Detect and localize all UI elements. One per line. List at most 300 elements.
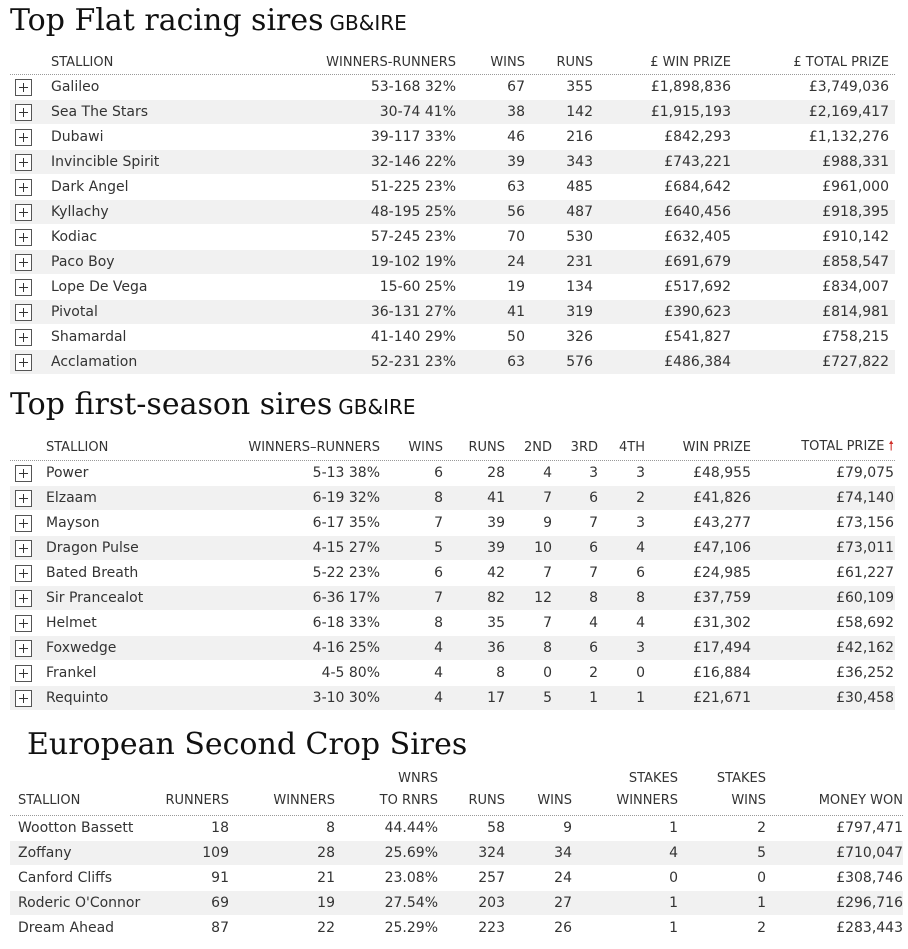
table-cell: £486,384 xyxy=(664,354,731,370)
expand-plus-icon[interactable] xyxy=(15,354,32,371)
expand-plus-icon[interactable] xyxy=(15,154,32,171)
table-row[interactable] xyxy=(10,200,895,225)
first_season-header-row xyxy=(10,435,895,461)
table-row[interactable] xyxy=(10,350,895,375)
column-header-line: MONEY WON xyxy=(818,793,903,808)
table-cell: 53-168 32% xyxy=(370,79,456,95)
table-cell: 58 xyxy=(487,820,505,836)
column-header[interactable] xyxy=(456,55,525,70)
table-cell: 2 xyxy=(757,820,766,836)
table-cell: 530 xyxy=(566,229,593,245)
stallion-name[interactable]: Bated Breath xyxy=(46,565,139,581)
table-cell: 487 xyxy=(566,204,593,220)
table-cell: 57-245 23% xyxy=(370,229,456,245)
table-cell: 134 xyxy=(566,279,593,295)
table-cell: 23.08% xyxy=(384,870,438,886)
table-cell: 39 xyxy=(487,515,505,531)
expand-cell xyxy=(10,104,51,121)
column-header[interactable] xyxy=(552,440,598,455)
first-season-region: GB&IRE xyxy=(338,395,416,419)
table-cell: 142 xyxy=(566,104,593,120)
table-cell: 51-225 23% xyxy=(370,179,456,195)
column-header-label: WINNERS-RUNNERS xyxy=(326,54,456,70)
expand-plus-icon[interactable] xyxy=(15,279,32,296)
expand-plus-icon[interactable] xyxy=(15,690,32,707)
column-header-line xyxy=(229,768,335,790)
table-cell: 4-16 25% xyxy=(312,640,380,656)
table-row[interactable] xyxy=(10,586,895,611)
expand-cell xyxy=(10,279,51,296)
table-cell: £640,456 xyxy=(664,204,731,220)
table-cell: 18 xyxy=(211,820,229,836)
table-cell: £43,277 xyxy=(693,515,751,531)
table-row[interactable] xyxy=(10,250,895,275)
table-cell: £296,716 xyxy=(836,895,903,911)
table-row[interactable] xyxy=(10,325,895,350)
table-cell: 0 xyxy=(543,665,552,681)
second_crop-header-row xyxy=(10,770,903,816)
column-header[interactable] xyxy=(335,768,438,812)
table-cell: 91 xyxy=(211,870,229,886)
expand-plus-icon[interactable] xyxy=(15,490,32,507)
table-cell: 50 xyxy=(507,329,525,345)
table-cell: 8 xyxy=(543,640,552,656)
table-cell: £2,169,417 xyxy=(808,104,889,120)
expand-plus-icon[interactable] xyxy=(15,615,32,632)
second-crop-title-text: European Second Crop Sires xyxy=(27,727,468,762)
table-cell: 27 xyxy=(554,895,572,911)
stallion-name[interactable]: Elzaam xyxy=(46,490,97,506)
table-cell: 32-146 22% xyxy=(370,154,456,170)
expand-plus-icon[interactable] xyxy=(15,304,32,321)
expand-plus-icon[interactable] xyxy=(15,540,32,557)
flat-region: GB&IRE xyxy=(329,11,407,35)
table-cell: 36 xyxy=(487,640,505,656)
expand-cell xyxy=(10,354,51,371)
flat-header-row xyxy=(10,50,895,75)
expand-plus-icon[interactable] xyxy=(15,129,32,146)
table-cell: £17,494 xyxy=(693,640,751,656)
column-header-label: WINS xyxy=(490,54,525,70)
stallion-name[interactable]: Power xyxy=(46,465,89,481)
table-cell: £1,132,276 xyxy=(808,129,889,145)
table-row[interactable] xyxy=(10,486,895,511)
table-cell: £48,955 xyxy=(693,465,751,481)
column-header-label: 2ND xyxy=(523,440,552,455)
expand-cell xyxy=(10,129,51,146)
column-header[interactable] xyxy=(46,440,246,455)
table-cell: £41,826 xyxy=(693,490,751,506)
table-cell: £797,471 xyxy=(836,820,903,836)
column-header[interactable] xyxy=(678,768,766,812)
table-cell: 3 xyxy=(636,640,645,656)
column-header[interactable] xyxy=(443,440,505,455)
expand-plus-icon[interactable] xyxy=(15,640,32,657)
column-header-label: £ TOTAL PRIZE xyxy=(793,54,889,70)
second-crop-table xyxy=(10,770,903,941)
table-cell: £31,302 xyxy=(693,615,751,631)
column-header-line: STAKES xyxy=(716,771,766,786)
first-season-title-text: Top first-season sires xyxy=(10,387,333,422)
table-cell: £390,623 xyxy=(664,304,731,320)
table-cell: 1 xyxy=(589,690,598,706)
stallion-name[interactable]: Frankel xyxy=(46,665,97,681)
table-cell: 6 xyxy=(589,640,598,656)
table-cell: 5-22 23% xyxy=(312,565,380,581)
stallion-name[interactable]: Invincible Spirit xyxy=(51,154,160,170)
table-cell: 22 xyxy=(317,920,335,936)
table-cell: 19 xyxy=(317,895,335,911)
column-header[interactable] xyxy=(229,768,335,812)
flat-title-text: Top Flat racing sires xyxy=(10,3,324,38)
table-cell: 4 xyxy=(589,615,598,631)
table-cell: 6 xyxy=(589,540,598,556)
table-cell: 6 xyxy=(589,490,598,506)
table-cell: 6 xyxy=(434,565,443,581)
flat-sires-table xyxy=(10,50,895,375)
table-cell: 26 xyxy=(554,920,572,936)
table-row[interactable] xyxy=(10,125,895,150)
table-cell: 109 xyxy=(202,845,229,861)
stallion-name[interactable]: Lope De Vega xyxy=(51,279,148,295)
stallion-name[interactable]: Helmet xyxy=(46,615,97,631)
expand-plus-icon[interactable] xyxy=(15,104,32,121)
expand-plus-icon[interactable] xyxy=(15,515,32,532)
table-cell: £988,331 xyxy=(822,154,889,170)
table-cell: 3 xyxy=(589,465,598,481)
table-cell: 3-10 30% xyxy=(312,690,380,706)
stallion-name[interactable]: Dubawi xyxy=(51,129,104,145)
expand-cell xyxy=(10,690,46,707)
table-cell: 1 xyxy=(669,895,678,911)
table-cell: 35 xyxy=(487,615,505,631)
table-cell: 12 xyxy=(534,590,552,606)
table-cell: 3 xyxy=(636,515,645,531)
column-header-line: RUNS xyxy=(468,793,505,808)
expand-cell xyxy=(10,204,51,221)
table-cell: 24 xyxy=(554,870,572,886)
table-cell: £743,221 xyxy=(664,154,731,170)
expand-plus-icon[interactable] xyxy=(15,204,32,221)
stallion-name[interactable]: Sea The Stars xyxy=(51,104,149,120)
table-row[interactable] xyxy=(10,891,903,916)
stallion-name[interactable]: Acclamation xyxy=(51,354,138,370)
table-cell: £632,405 xyxy=(664,229,731,245)
table-cell: £710,047 xyxy=(836,845,903,861)
table-row[interactable] xyxy=(10,611,895,636)
table-cell: 27.54% xyxy=(384,895,438,911)
stallion-name[interactable]: Kyllachy xyxy=(51,204,109,220)
column-header-line: STALLION xyxy=(18,793,81,808)
column-header[interactable] xyxy=(766,768,903,812)
table-cell: 10 xyxy=(534,540,552,556)
table-cell: 6-36 17% xyxy=(312,590,380,606)
table-cell: 5 xyxy=(543,690,552,706)
table-row[interactable] xyxy=(10,661,895,686)
table-row[interactable] xyxy=(10,636,895,661)
table-cell: £308,746 xyxy=(836,870,903,886)
expand-cell xyxy=(10,615,46,632)
table-cell: 203 xyxy=(478,895,505,911)
table-row[interactable] xyxy=(10,300,895,325)
column-header-line: WINS xyxy=(731,793,766,808)
table-cell: 34 xyxy=(554,845,572,861)
column-header-line: WINS xyxy=(537,793,572,808)
expand-cell xyxy=(10,565,46,582)
table-cell: 39-117 33% xyxy=(370,129,456,145)
table-cell: 7 xyxy=(543,565,552,581)
expand-cell xyxy=(10,540,46,557)
table-row[interactable] xyxy=(10,511,895,536)
table-cell: £3,749,036 xyxy=(808,79,889,95)
table-cell: 3 xyxy=(636,465,645,481)
table-row[interactable] xyxy=(10,686,895,711)
expand-plus-icon[interactable] xyxy=(15,465,32,482)
table-cell: 46 xyxy=(507,129,525,145)
expand-cell xyxy=(10,490,46,507)
stallion-name[interactable]: Sir Prancealot xyxy=(46,590,144,606)
table-cell: £727,822 xyxy=(822,354,889,370)
column-header[interactable] xyxy=(505,768,572,812)
column-header-label: WINS xyxy=(408,440,443,455)
column-header[interactable] xyxy=(148,768,229,812)
column-header-line: WINNERS xyxy=(273,793,335,808)
column-header-label: TOTAL PRIZE xyxy=(801,438,885,454)
column-header[interactable] xyxy=(645,440,751,455)
table-cell: 4 xyxy=(636,615,645,631)
expand-cell xyxy=(10,154,51,171)
table-cell: 2 xyxy=(636,490,645,506)
table-cell: 24 xyxy=(507,254,525,270)
expand-plus-icon[interactable] xyxy=(15,329,32,346)
column-header[interactable] xyxy=(751,437,894,459)
column-header-label: 4TH xyxy=(619,440,645,455)
table-cell: 8 xyxy=(434,490,443,506)
table-cell: 42 xyxy=(487,565,505,581)
table-row[interactable] xyxy=(10,75,895,100)
stallion-name[interactable]: Foxwedge xyxy=(46,640,117,656)
table-cell: 485 xyxy=(566,179,593,195)
table-cell: 4 xyxy=(434,690,443,706)
expand-cell xyxy=(10,665,46,682)
column-header[interactable] xyxy=(731,55,889,70)
table-cell: £79,075 xyxy=(836,465,894,481)
expand-plus-icon[interactable] xyxy=(15,565,32,582)
table-cell: 63 xyxy=(507,354,525,370)
table-cell: 6 xyxy=(434,465,443,481)
first-season-table xyxy=(10,435,895,711)
table-row[interactable] xyxy=(10,275,895,300)
table-cell: 7 xyxy=(589,515,598,531)
column-header-label: £ WIN PRIZE xyxy=(650,54,731,70)
table-row[interactable] xyxy=(10,561,895,586)
table-cell: 8 xyxy=(326,820,335,836)
table-cell: 4 xyxy=(669,845,678,861)
table-cell: 30-74 41% xyxy=(379,104,456,120)
table-cell: £61,227 xyxy=(836,565,894,581)
table-cell: £691,679 xyxy=(664,254,731,270)
table-cell: £758,215 xyxy=(822,329,889,345)
table-cell: 223 xyxy=(478,920,505,936)
table-cell: 8 xyxy=(589,590,598,606)
table-cell: 6-18 33% xyxy=(312,615,380,631)
table-cell: 576 xyxy=(566,354,593,370)
column-header[interactable] xyxy=(51,55,251,70)
table-cell: 231 xyxy=(566,254,593,270)
table-cell: 355 xyxy=(566,79,593,95)
table-cell: 324 xyxy=(478,845,505,861)
column-header[interactable] xyxy=(525,55,593,70)
column-header-label: STALLION xyxy=(46,440,109,455)
column-header-label: 3RD xyxy=(570,440,598,455)
table-cell: £16,884 xyxy=(693,665,751,681)
table-cell: 7 xyxy=(434,590,443,606)
table-cell: 5 xyxy=(434,540,443,556)
table-cell: 1 xyxy=(636,690,645,706)
table-cell: 0 xyxy=(757,870,766,886)
flat-sires-title xyxy=(10,3,407,41)
table-cell: 1 xyxy=(669,920,678,936)
table-cell: 257 xyxy=(478,870,505,886)
table-cell: 39 xyxy=(487,540,505,556)
stallion-name[interactable]: Dragon Pulse xyxy=(46,540,139,556)
stallion-name[interactable]: Mayson xyxy=(46,515,100,531)
table-cell: 319 xyxy=(566,304,593,320)
table-cell: 5 xyxy=(757,845,766,861)
stallion-name[interactable]: Roderic O'Connor xyxy=(18,895,141,911)
column-header-label: WIN PRIZE xyxy=(682,440,751,455)
table-cell: 28 xyxy=(317,845,335,861)
table-row[interactable] xyxy=(10,536,895,561)
table-row[interactable] xyxy=(10,175,895,200)
table-cell: 41-140 29% xyxy=(370,329,456,345)
column-header-label: STALLION xyxy=(51,54,114,70)
stallion-name[interactable]: Requinto xyxy=(46,690,109,706)
table-row[interactable] xyxy=(10,841,903,866)
expand-plus-icon[interactable] xyxy=(15,590,32,607)
table-cell: 28 xyxy=(487,465,505,481)
table-row[interactable] xyxy=(10,150,895,175)
table-cell: 326 xyxy=(566,329,593,345)
table-cell: £1,898,836 xyxy=(650,79,731,95)
stallion-name[interactable]: Galileo xyxy=(51,79,100,95)
table-cell: £42,162 xyxy=(836,640,894,656)
expand-cell xyxy=(10,465,46,482)
column-header[interactable] xyxy=(251,55,456,70)
column-header[interactable] xyxy=(246,440,380,455)
column-header-line: TO RNRS xyxy=(379,793,438,808)
column-header[interactable] xyxy=(380,440,443,455)
expand-plus-icon[interactable] xyxy=(15,229,32,246)
table-row[interactable] xyxy=(10,866,903,891)
table-cell: 8 xyxy=(636,590,645,606)
column-header-line xyxy=(148,768,229,790)
table-cell: £73,156 xyxy=(836,515,894,531)
table-cell: 21 xyxy=(317,870,335,886)
column-header-line: WNRS xyxy=(398,771,438,786)
table-cell: £834,007 xyxy=(822,279,889,295)
expand-cell xyxy=(10,515,46,532)
table-cell: 4 xyxy=(636,540,645,556)
table-row[interactable] xyxy=(10,916,903,941)
table-cell: 56 xyxy=(507,204,525,220)
table-cell: 6 xyxy=(636,565,645,581)
table-cell: £517,692 xyxy=(664,279,731,295)
table-cell: 6-17 35% xyxy=(312,515,380,531)
table-cell: 7 xyxy=(543,615,552,631)
table-cell: 70 xyxy=(507,229,525,245)
table-cell: 41 xyxy=(487,490,505,506)
stallion-name[interactable]: Paco Boy xyxy=(51,254,115,270)
column-header[interactable] xyxy=(593,55,731,70)
stallion-name[interactable]: Dark Angel xyxy=(51,179,129,195)
table-cell: 2 xyxy=(589,665,598,681)
table-cell: 5-13 38% xyxy=(312,465,380,481)
table-cell: 7 xyxy=(543,490,552,506)
column-header[interactable] xyxy=(598,440,645,455)
table-cell: £842,293 xyxy=(664,129,731,145)
table-cell: 8 xyxy=(496,665,505,681)
table-cell: 9 xyxy=(563,820,572,836)
column-header[interactable] xyxy=(10,768,148,812)
table-cell: 41 xyxy=(507,304,525,320)
table-cell: 4-15 27% xyxy=(312,540,380,556)
table-cell: £910,142 xyxy=(822,229,889,245)
table-cell: £36,252 xyxy=(836,665,894,681)
table-cell: 0 xyxy=(636,665,645,681)
table-cell: 0 xyxy=(669,870,678,886)
table-cell: £21,671 xyxy=(693,690,751,706)
stallion-name[interactable]: Zoffany xyxy=(18,845,72,861)
table-cell: 17 xyxy=(487,690,505,706)
table-cell: 39 xyxy=(507,154,525,170)
table-cell: 38 xyxy=(507,104,525,120)
expand-plus-icon[interactable] xyxy=(15,254,32,271)
column-header[interactable] xyxy=(572,768,678,812)
expand-plus-icon[interactable] xyxy=(15,665,32,682)
column-header-line xyxy=(18,768,148,790)
column-header-line: STAKES xyxy=(628,771,678,786)
expand-plus-icon[interactable] xyxy=(15,179,32,196)
column-header[interactable] xyxy=(438,768,505,812)
table-cell: £47,106 xyxy=(693,540,751,556)
column-header[interactable] xyxy=(505,440,552,455)
column-header-label: WINNERS–RUNNERS xyxy=(248,440,380,455)
expand-plus-icon[interactable] xyxy=(15,79,32,96)
table-row[interactable] xyxy=(10,225,895,250)
stallion-name[interactable]: Wootton Bassett xyxy=(18,820,134,836)
table-row[interactable] xyxy=(10,461,895,486)
stallion-name[interactable]: Shamardal xyxy=(51,329,127,345)
stallion-name[interactable]: Pivotal xyxy=(51,304,98,320)
stallion-name[interactable]: Kodiac xyxy=(51,229,98,245)
stallion-name[interactable]: Canford Cliffs xyxy=(18,870,113,886)
stallion-name[interactable]: Dream Ahead xyxy=(18,920,115,936)
table-cell: 67 xyxy=(507,79,525,95)
first-season-title xyxy=(10,387,416,425)
table-cell: 2 xyxy=(757,920,766,936)
sort-desc-arrow-icon[interactable]: 🠕 xyxy=(888,438,894,454)
column-header-line: WINNERS xyxy=(616,793,678,808)
table-cell: £918,395 xyxy=(822,204,889,220)
table-cell: £283,443 xyxy=(836,920,903,936)
table-cell: 4 xyxy=(543,465,552,481)
table-cell: 87 xyxy=(211,920,229,936)
table-row[interactable] xyxy=(10,816,903,841)
table-row[interactable] xyxy=(10,100,895,125)
table-cell: 63 xyxy=(507,179,525,195)
column-header-line xyxy=(766,768,903,790)
